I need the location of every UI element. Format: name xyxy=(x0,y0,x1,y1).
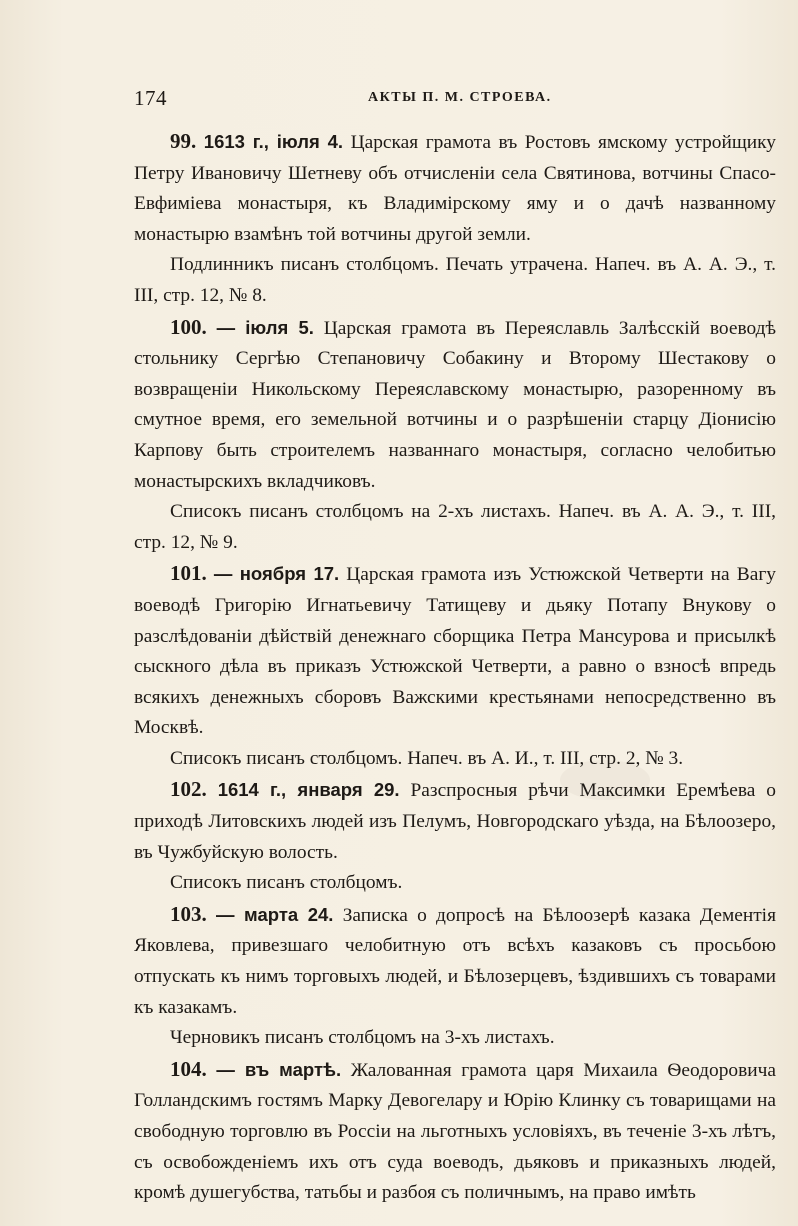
entry-description: Царская грамота въ Ростовъ ямскому устройщику Петру Ивановичу Шетневу объ отчисленіи села Святинова, вотчины Спасо-Евфиміева монастыря, къ Владимірскому яму и о дачѣ названному монастырю взамѣнъ той вотчины другой земли. xyxy=(134,132,776,245)
entry-description: Записка о допросѣ на Бѣлоозерѣ казака Дементія Яковлева, привезшаго челобитную отъ всѣхъ казаковъ съ просьбою отпускать къ нимъ торговыхъ людей, и Бѣлозерцевъ, ѣздившихъ съ товарами къ казакамъ. xyxy=(134,904,776,1018)
document-body xyxy=(134,126,776,1209)
entry-99 xyxy=(134,126,776,312)
entry-note: Списокъ писанъ столбцомъ на 2-хъ листахъ. Напеч. въ А. А. Э., т. III, стр. 12, № 9. xyxy=(134,501,776,553)
entry-date: — въ мартѣ. xyxy=(216,1058,342,1080)
entry-101 xyxy=(134,558,776,774)
entry-description: Разспросныя рѣчи Максимки Еремѣева о приходѣ Литовскихъ людей изъ Пелумъ, Новгородскаго уѣзда, на Бѣлоозеро, въ Чужбуйскую волость. xyxy=(134,780,776,863)
entry-text xyxy=(134,558,776,744)
entry-103 xyxy=(134,899,776,1054)
entry-note: Подлинникъ писанъ столбцомъ. Печать утрачена. Напеч. въ А. А. Э., т. III, стр. 12, № 8. xyxy=(134,254,776,306)
entry-text xyxy=(134,774,776,868)
entry-date: 1613 г., іюля 4. xyxy=(203,131,344,152)
entry-text xyxy=(134,126,776,250)
entry-number: 99. xyxy=(170,129,197,153)
entry-text xyxy=(134,1054,776,1209)
entry-date: — іюля 5. xyxy=(216,316,314,338)
entry-note: Списокъ писанъ столбцомъ. xyxy=(170,872,403,894)
running-head: АКТЫ П. М. СТРОЕВА. xyxy=(368,90,552,105)
entry-104 xyxy=(134,1054,776,1209)
entry-date: — ноября 17. xyxy=(213,563,340,585)
page-number: 174 xyxy=(134,86,167,110)
entry-102 xyxy=(134,774,776,898)
entry-number: 102. xyxy=(170,777,207,802)
entry-number: 101. xyxy=(170,561,207,586)
entry-description: Царская грамота изъ Устюжской Четверти на Вагу воеводѣ Григорію Игнатьевичу Татищеву и дьяку Потапу Внукову о разслѣдованіи дѣйствій денежнаго сборщика Петра Мансурова и присылкѣ сыскного дѣла въ приказъ Устюжской Четверти, а равно о взносѣ впредь всякихъ денежныхъ сборовъ Важскими крестьянами непосредственно въ Москвѣ. xyxy=(134,564,776,739)
entry-number: 100. xyxy=(170,314,207,339)
entry-note: Черновикъ писанъ столбцомъ на 3-хъ листахъ. xyxy=(170,1027,555,1049)
page-header xyxy=(134,86,776,116)
entry-note: Списокъ писанъ столбцомъ. Напеч. въ А. И., т. III, стр. 2, № 3. xyxy=(170,747,684,769)
entry-number: 103. xyxy=(170,901,207,926)
entry-100 xyxy=(134,312,776,559)
entry-description: Жалованная грамота царя Михаила Ѳеодоровича Голландскимъ гостямъ Марку Девогелару и Юрію Клинку съ товарищами на свободную торговлю въ Россіи на льготныхъ условіяхъ, въ теченіе 3-хъ лѣтъ, съ освобожденіемъ ихъ отъ суда воеводъ, дьяковъ и приказныхъ людей, кромѣ душегубства, татьбы и разбоя съ поличнымъ, на право имѣть xyxy=(134,1059,776,1204)
entry-text xyxy=(134,312,776,498)
entry-description: Царская грамота въ Переяславль Залѣсскій воеводѣ стольнику Сергѣю Степановичу Собакину и Второму Шестакову о возвращеніи Никольскому Переяславскому монастырю, разоренному въ смутное время, его земельной вотчины и о разрѣшеніи старцу Діонисію Карпову быть строителемъ названнаго монастыря, согласно челобитью монастырскихъ вкладчиковъ. xyxy=(134,317,777,492)
entry-number: 104. xyxy=(170,1056,207,1081)
entry-text xyxy=(134,899,776,1023)
entry-date: — марта 24. xyxy=(216,903,334,925)
entry-date: 1614 г., января 29. xyxy=(217,779,400,801)
